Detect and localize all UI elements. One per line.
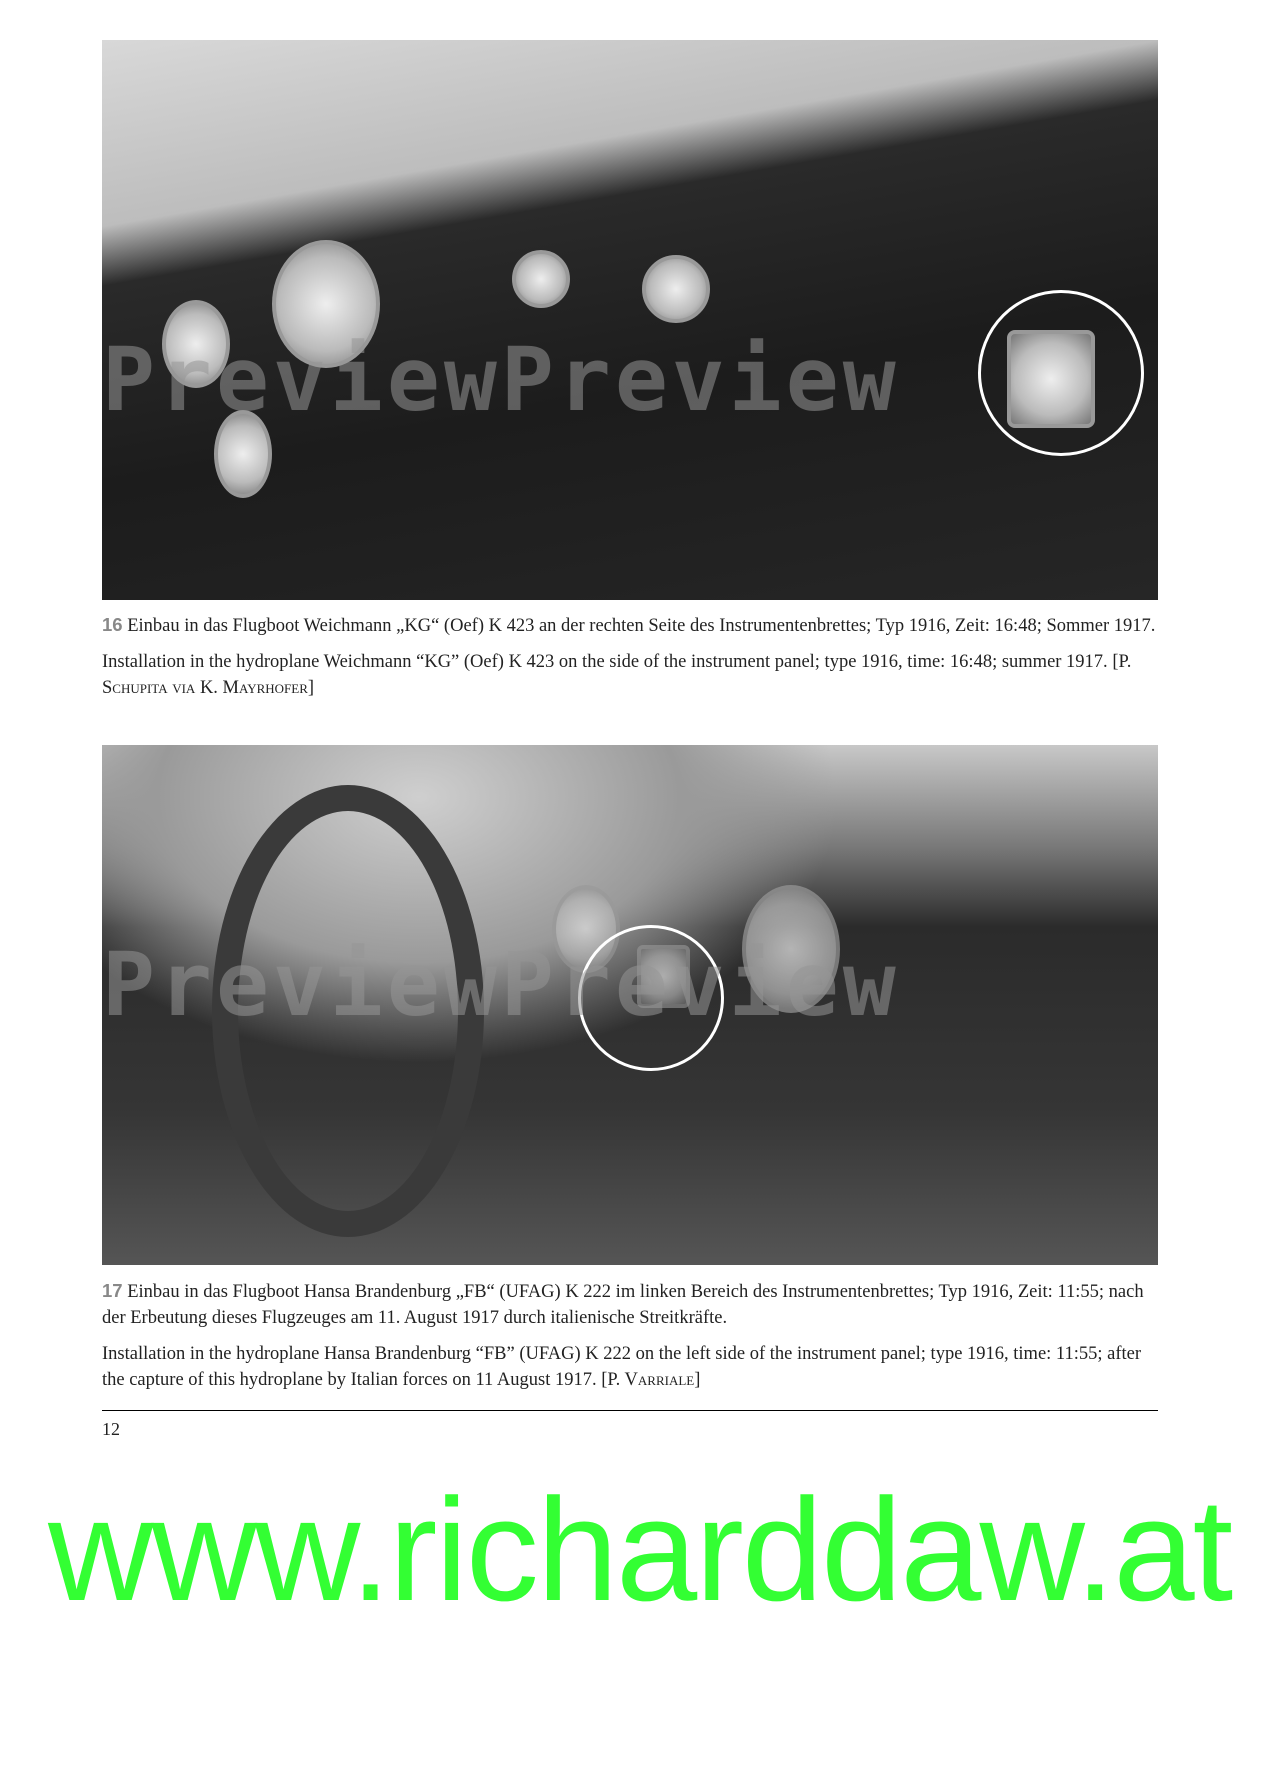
caption-de: Einbau in das Flugboot Hansa Brandenburg „FB“ (UFAG) K 222 im linken Bereich des Instrumentenbrettes; Typ 1916, Zeit: 11:55; nach der Erbeutung dieses Flugzeuges am 11. August 1917 durch italienische Streitkräfte.: [102, 1282, 1144, 1328]
site-watermark: www.richarddaw.at: [48, 1468, 1232, 1631]
photo-instrument-panel-k423: [102, 40, 1158, 600]
caption-16: [102, 612, 1158, 711]
figure-number: 17: [102, 1280, 123, 1301]
caption-en: Installation in the hydroplane Hansa Brandenburg “FB” (UFAG) K 222 on the left side of the instrument panel; type 1916, time: 11:55; after the capture of this hydroplane by Italian forces on 11 August 1917.: [102, 1344, 1142, 1390]
preview-watermark: PreviewPreview: [102, 328, 900, 431]
photo-credit: [P. Varriale]: [601, 1370, 701, 1390]
photo-instrument-panel-k222: [102, 745, 1158, 1265]
photo-credit: [P. Schupita via K. Mayrhofer]: [102, 652, 1132, 698]
gauge: [512, 250, 570, 308]
caption-en: Installation in the hydroplane Weichmann “KG” (Oef) K 423 on the side of the instrument panel; type 1916, time: 16:48; summer 1917.: [102, 652, 1113, 672]
gauge: [642, 255, 710, 323]
preview-watermark: PreviewPreview: [102, 933, 900, 1036]
highlight-circle: [978, 290, 1144, 456]
footer-rule: [102, 1410, 1158, 1411]
page-number: 12: [102, 1419, 120, 1439]
figure-number: 16: [102, 614, 123, 635]
caption-de: Einbau in das Flugboot Weichmann „KG“ (Oef) K 423 an der rechten Seite des Instrumentenbrettes; Typ 1916, Zeit: 16:48; Sommer 1917.: [127, 616, 1156, 636]
caption-17: [102, 1278, 1158, 1403]
